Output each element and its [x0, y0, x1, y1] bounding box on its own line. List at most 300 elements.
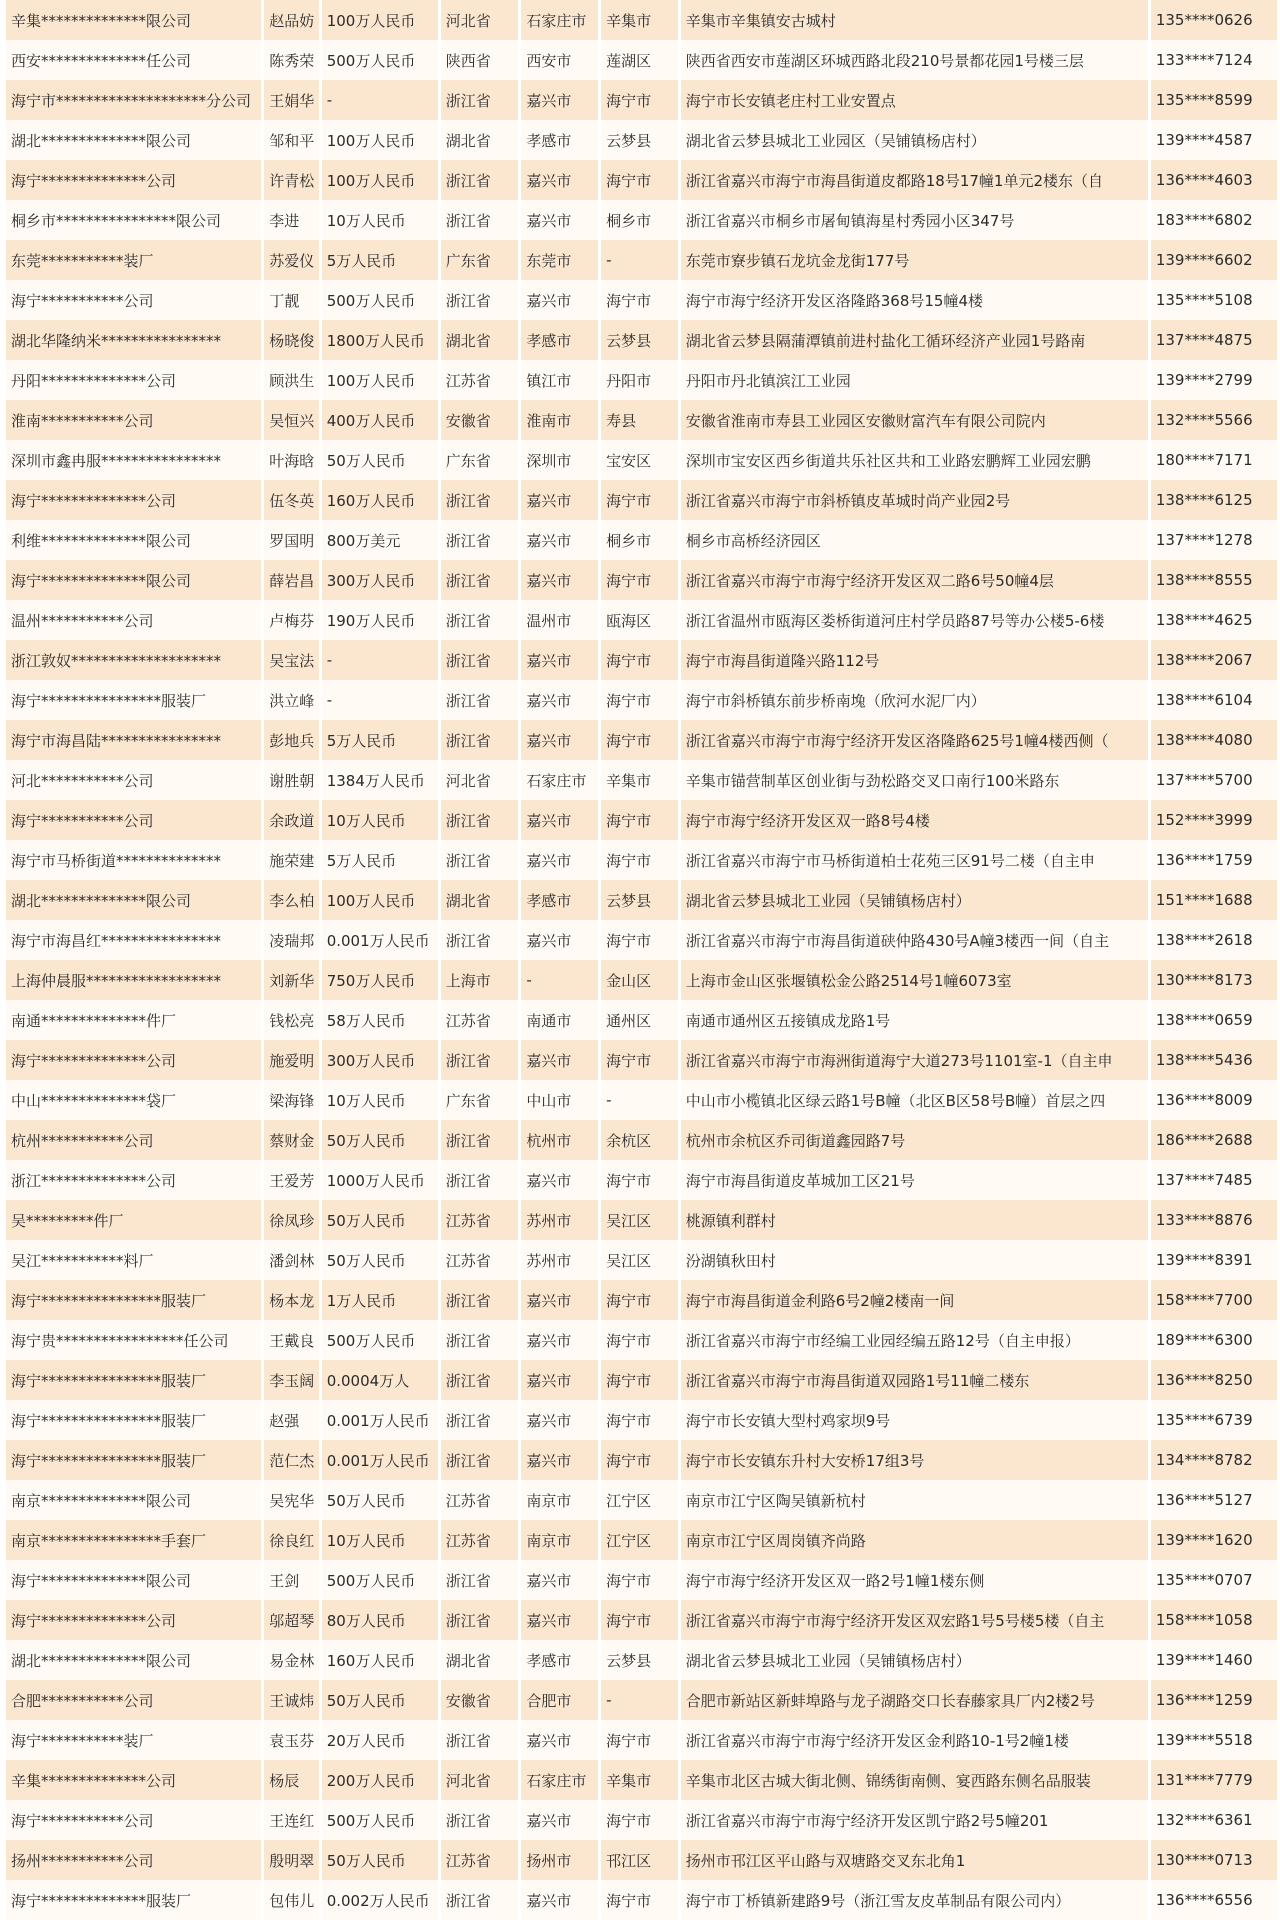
phone-cell: 158****1058	[1151, 1600, 1277, 1640]
legal-rep-cell: 洪立峰	[264, 680, 318, 720]
registered-capital-cell: 50万人民币	[322, 1200, 438, 1240]
district-cell: 余杭区	[601, 1120, 678, 1160]
district-cell: 桐乡市	[601, 200, 678, 240]
city-cell: 嘉兴市	[521, 1320, 598, 1360]
phone-cell: 138****2067	[1151, 640, 1277, 680]
province-cell: 江苏省	[441, 1200, 519, 1240]
company-name-cell: 海宁市马桥街道**************	[6, 840, 261, 880]
city-cell: 嘉兴市	[521, 920, 598, 960]
company-name-cell: 吴江***********料厂	[6, 1240, 261, 1280]
address-cell: 浙江省嘉兴市海宁市斜桥镇皮革城时尚产业园2号	[681, 480, 1148, 520]
province-cell: 浙江省	[441, 1320, 519, 1360]
province-cell: 浙江省	[441, 1880, 519, 1920]
address-cell: 浙江省嘉兴市海宁市海宁经济开发区双二路6号50幢4层	[681, 560, 1148, 600]
phone-cell: 136****5127	[1151, 1480, 1277, 1520]
company-name-cell: 海宁****************服装厂	[6, 680, 261, 720]
address-cell: 南京市江宁区陶吴镇新杭村	[681, 1480, 1148, 1520]
province-cell: 浙江省	[441, 800, 519, 840]
company-name-cell: 海宁市海昌陆****************	[6, 720, 261, 760]
company-name-cell: 淮南***********公司	[6, 400, 261, 440]
legal-rep-cell: 施爱明	[264, 1040, 318, 1080]
address-cell: 浙江省嘉兴市海宁市马桥街道柏士花苑三区91号二楼（自主申	[681, 840, 1148, 880]
table-row	[6, 360, 1277, 400]
table-row	[6, 160, 1277, 200]
registered-capital-cell: 1000万人民币	[322, 1160, 438, 1200]
district-cell: -	[601, 1080, 678, 1120]
phone-cell: 180****7171	[1151, 440, 1277, 480]
province-cell: 浙江省	[441, 600, 519, 640]
city-cell: 嘉兴市	[521, 720, 598, 760]
phone-cell: 135****8599	[1151, 80, 1277, 120]
address-cell: 海宁市长安镇东升村大安桥17组3号	[681, 1440, 1148, 1480]
city-cell: 杭州市	[521, 1120, 598, 1160]
city-cell: 中山市	[521, 1080, 598, 1120]
registered-capital-cell: 100万人民币	[322, 0, 438, 40]
district-cell: 云梦县	[601, 120, 678, 160]
district-cell: 海宁市	[601, 1800, 678, 1840]
city-cell: 嘉兴市	[521, 200, 598, 240]
legal-rep-cell: 王连红	[264, 1800, 318, 1840]
table-row	[6, 800, 1277, 840]
province-cell: 湖北省	[441, 120, 519, 160]
city-cell: 嘉兴市	[521, 520, 598, 560]
registered-capital-cell: 100万人民币	[322, 120, 438, 160]
city-cell: 苏州市	[521, 1200, 598, 1240]
table-row	[6, 1000, 1277, 1040]
province-cell: 浙江省	[441, 1800, 519, 1840]
phone-cell: 189****6300	[1151, 1320, 1277, 1360]
phone-cell: 139****8391	[1151, 1240, 1277, 1280]
registered-capital-cell: 100万人民币	[322, 880, 438, 920]
address-cell: 上海市金山区张堰镇松金公路2514号1幢6073室	[681, 960, 1148, 1000]
province-cell: 浙江省	[441, 80, 519, 120]
company-name-cell: 利维**************限公司	[6, 520, 261, 560]
address-cell: 浙江省嘉兴市海宁市海宁经济开发区双宏路1号5号楼5楼（自主	[681, 1600, 1148, 1640]
phone-cell: 135****0626	[1151, 0, 1277, 40]
city-cell: 嘉兴市	[521, 1360, 598, 1400]
city-cell: 嘉兴市	[521, 480, 598, 520]
city-cell: -	[521, 960, 598, 1000]
district-cell: 邗江区	[601, 1840, 678, 1880]
registered-capital-cell: 5万人民币	[322, 840, 438, 880]
phone-cell: 139****6602	[1151, 240, 1277, 280]
address-cell: 海宁市斜桥镇东前步桥南堍（欣河水泥厂内）	[681, 680, 1148, 720]
district-cell: 宝安区	[601, 440, 678, 480]
district-cell: 海宁市	[601, 1720, 678, 1760]
registered-capital-cell: 1万人民币	[322, 1280, 438, 1320]
registered-capital-cell: 160万人民币	[322, 480, 438, 520]
table-row	[6, 600, 1277, 640]
address-cell: 浙江省嘉兴市桐乡市屠甸镇海星村秀园小区347号	[681, 200, 1148, 240]
city-cell: 嘉兴市	[521, 80, 598, 120]
legal-rep-cell: 蔡财金	[264, 1120, 318, 1160]
table-row	[6, 1800, 1277, 1840]
company-name-cell: 海宁**************公司	[6, 1600, 261, 1640]
company-name-cell: 南京**************限公司	[6, 1480, 261, 1520]
city-cell: 孝感市	[521, 880, 598, 920]
legal-rep-cell: 吴宝法	[264, 640, 318, 680]
phone-cell: 152****3999	[1151, 800, 1277, 840]
company-name-cell: 南京****************手套厂	[6, 1520, 261, 1560]
company-name-cell: 海宁市海昌红****************	[6, 920, 261, 960]
address-cell: 湖北省云梦县隔蒲潭镇前进村盐化工循环经济产业园1号路南	[681, 320, 1148, 360]
province-cell: 广东省	[441, 240, 519, 280]
city-cell: 嘉兴市	[521, 1400, 598, 1440]
company-name-cell: 海宁****************服装厂	[6, 1440, 261, 1480]
province-cell: 浙江省	[441, 560, 519, 600]
phone-cell: 137****5700	[1151, 760, 1277, 800]
phone-cell: 137****1278	[1151, 520, 1277, 560]
city-cell: 嘉兴市	[521, 160, 598, 200]
registered-capital-cell: -	[322, 80, 438, 120]
table-row	[6, 760, 1277, 800]
legal-rep-cell: 吴恒兴	[264, 400, 318, 440]
company-name-cell: 湖北华隆纳米****************	[6, 320, 261, 360]
company-name-cell: 中山**************袋厂	[6, 1080, 261, 1120]
legal-rep-cell: 王爱芳	[264, 1160, 318, 1200]
legal-rep-cell: 王剑	[264, 1560, 318, 1600]
phone-cell: 138****4625	[1151, 600, 1277, 640]
company-name-cell: 海宁***********公司	[6, 800, 261, 840]
city-cell: 嘉兴市	[521, 680, 598, 720]
district-cell: 海宁市	[601, 680, 678, 720]
address-cell: 浙江省嘉兴市海宁市海昌街道双园路1号11幢二楼东	[681, 1360, 1148, 1400]
registered-capital-cell: 5万人民币	[322, 240, 438, 280]
city-cell: 嘉兴市	[521, 1040, 598, 1080]
legal-rep-cell: 罗国明	[264, 520, 318, 560]
table-row	[6, 880, 1277, 920]
address-cell: 海宁市海宁经济开发区双一路2号1幢1楼东侧	[681, 1560, 1148, 1600]
phone-cell: 139****4587	[1151, 120, 1277, 160]
district-cell: 寿县	[601, 400, 678, 440]
district-cell: 辛集市	[601, 1760, 678, 1800]
phone-cell: 137****4875	[1151, 320, 1277, 360]
registered-capital-cell: 58万人民币	[322, 1000, 438, 1040]
legal-rep-cell: 谢胜朝	[264, 760, 318, 800]
registered-capital-cell: 50万人民币	[322, 1680, 438, 1720]
table-row	[6, 80, 1277, 120]
registered-capital-cell: -	[322, 680, 438, 720]
province-cell: 浙江省	[441, 640, 519, 680]
city-cell: 南京市	[521, 1520, 598, 1560]
district-cell: 海宁市	[601, 160, 678, 200]
registered-capital-cell: -	[322, 640, 438, 680]
city-cell: 温州市	[521, 600, 598, 640]
legal-rep-cell: 吴宪华	[264, 1480, 318, 1520]
registered-capital-cell: 50万人民币	[322, 1120, 438, 1160]
district-cell: 丹阳市	[601, 360, 678, 400]
province-cell: 浙江省	[441, 1400, 519, 1440]
district-cell: 海宁市	[601, 840, 678, 880]
address-cell: 桃源镇利群村	[681, 1200, 1148, 1240]
district-cell: 吴江区	[601, 1240, 678, 1280]
registered-capital-cell: 5万人民币	[322, 720, 438, 760]
registered-capital-cell: 50万人民币	[322, 440, 438, 480]
province-cell: 浙江省	[441, 200, 519, 240]
address-cell: 深圳市宝安区西乡街道共乐社区共和工业路宏鹏辉工业园宏鹏	[681, 440, 1148, 480]
legal-rep-cell: 范仁杰	[264, 1440, 318, 1480]
address-cell: 汾湖镇秋田村	[681, 1240, 1148, 1280]
registered-capital-cell: 500万人民币	[322, 1320, 438, 1360]
company-name-cell: 南通**************件厂	[6, 1000, 261, 1040]
district-cell: 金山区	[601, 960, 678, 1000]
address-cell: 浙江省嘉兴市海宁市海宁经济开发区金利路10-1号2幢1楼	[681, 1720, 1148, 1760]
registered-capital-cell: 50万人民币	[322, 1480, 438, 1520]
registered-capital-cell: 10万人民币	[322, 200, 438, 240]
district-cell: 海宁市	[601, 80, 678, 120]
company-name-cell: 湖北**************限公司	[6, 1640, 261, 1680]
district-cell: 海宁市	[601, 1560, 678, 1600]
table-row	[6, 200, 1277, 240]
phone-cell: 138****0659	[1151, 1000, 1277, 1040]
phone-cell: 135****0707	[1151, 1560, 1277, 1600]
province-cell: 浙江省	[441, 160, 519, 200]
legal-rep-cell: 余政道	[264, 800, 318, 840]
company-name-cell: 湖北**************限公司	[6, 880, 261, 920]
province-cell: 浙江省	[441, 1280, 519, 1320]
district-cell: -	[601, 240, 678, 280]
province-cell: 安徽省	[441, 400, 519, 440]
legal-rep-cell: 邹和平	[264, 120, 318, 160]
city-cell: 嘉兴市	[521, 840, 598, 880]
province-cell: 浙江省	[441, 720, 519, 760]
address-cell: 扬州市邗江区平山路与双塘路交叉东北角1	[681, 1840, 1148, 1880]
district-cell: 海宁市	[601, 720, 678, 760]
province-cell: 湖北省	[441, 880, 519, 920]
province-cell: 浙江省	[441, 840, 519, 880]
registered-capital-cell: 500万人民币	[322, 1560, 438, 1600]
phone-cell: 139****5518	[1151, 1720, 1277, 1760]
table-body	[6, 0, 1277, 1920]
table-row	[6, 1160, 1277, 1200]
address-cell: 海宁市海昌街道金利路6号2幢2楼南一间	[681, 1280, 1148, 1320]
phone-cell: 138****6104	[1151, 680, 1277, 720]
phone-cell: 138****4080	[1151, 720, 1277, 760]
city-cell: 淮南市	[521, 400, 598, 440]
city-cell: 石家庄市	[521, 760, 598, 800]
table-row	[6, 560, 1277, 600]
company-name-cell: 深圳市鑫冉服****************	[6, 440, 261, 480]
registered-capital-cell: 0.002万人民币	[322, 1880, 438, 1920]
city-cell: 嘉兴市	[521, 800, 598, 840]
table-row	[6, 240, 1277, 280]
table-row	[6, 0, 1277, 40]
legal-rep-cell: 袁玉芬	[264, 1720, 318, 1760]
table-row	[6, 1840, 1277, 1880]
company-name-cell: 河北***********公司	[6, 760, 261, 800]
city-cell: 东莞市	[521, 240, 598, 280]
phone-cell: 135****5108	[1151, 280, 1277, 320]
table-row	[6, 1040, 1277, 1080]
city-cell: 深圳市	[521, 440, 598, 480]
legal-rep-cell: 丁靓	[264, 280, 318, 320]
city-cell: 石家庄市	[521, 1760, 598, 1800]
legal-rep-cell: 邬超琴	[264, 1600, 318, 1640]
company-name-cell: 海宁市********************分公司	[6, 80, 261, 120]
city-cell: 孝感市	[521, 120, 598, 160]
address-cell: 湖北省云梦县城北工业园（吴铺镇杨店村）	[681, 1640, 1148, 1680]
company-name-cell: 吴*********件厂	[6, 1200, 261, 1240]
registered-capital-cell: 500万人民币	[322, 40, 438, 80]
legal-rep-cell: 王娟华	[264, 80, 318, 120]
phone-cell: 136****8250	[1151, 1360, 1277, 1400]
company-name-cell: 西安**************任公司	[6, 40, 261, 80]
phone-cell: 186****2688	[1151, 1120, 1277, 1160]
address-cell: 湖北省云梦县城北工业园区（吴铺镇杨店村）	[681, 120, 1148, 160]
table-row	[6, 480, 1277, 520]
district-cell: 云梦县	[601, 1640, 678, 1680]
district-cell: 海宁市	[601, 1880, 678, 1920]
address-cell: 海宁市长安镇老庄村工业安置点	[681, 80, 1148, 120]
registered-capital-cell: 50万人民币	[322, 1840, 438, 1880]
table-row	[6, 1440, 1277, 1480]
table-row	[6, 720, 1277, 760]
table-row	[6, 1600, 1277, 1640]
province-cell: 河北省	[441, 0, 519, 40]
province-cell: 浙江省	[441, 1120, 519, 1160]
address-cell: 杭州市余杭区乔司街道鑫园路7号	[681, 1120, 1148, 1160]
district-cell: 海宁市	[601, 1360, 678, 1400]
registered-capital-cell: 1800万人民币	[322, 320, 438, 360]
legal-rep-cell: 包伟儿	[264, 1880, 318, 1920]
company-name-cell: 海宁****************服装厂	[6, 1400, 261, 1440]
registered-capital-cell: 300万人民币	[322, 560, 438, 600]
province-cell: 河北省	[441, 1760, 519, 1800]
legal-rep-cell: 李进	[264, 200, 318, 240]
company-name-cell: 海宁****************服装厂	[6, 1360, 261, 1400]
phone-cell: 138****6125	[1151, 480, 1277, 520]
registered-capital-cell: 100万人民币	[322, 160, 438, 200]
legal-rep-cell: 苏爱仪	[264, 240, 318, 280]
table-row	[6, 960, 1277, 1000]
province-cell: 湖北省	[441, 320, 519, 360]
legal-rep-cell: 梁海锋	[264, 1080, 318, 1120]
city-cell: 嘉兴市	[521, 560, 598, 600]
city-cell: 南通市	[521, 1000, 598, 1040]
city-cell: 西安市	[521, 40, 598, 80]
table-row	[6, 1680, 1277, 1720]
district-cell: -	[601, 1680, 678, 1720]
legal-rep-cell: 叶海晗	[264, 440, 318, 480]
company-name-cell: 海宁贵*****************任公司	[6, 1320, 261, 1360]
city-cell: 嘉兴市	[521, 1160, 598, 1200]
legal-rep-cell: 杨辰	[264, 1760, 318, 1800]
company-name-cell: 浙江**************公司	[6, 1160, 261, 1200]
registered-capital-cell: 100万人民币	[322, 360, 438, 400]
phone-cell: 183****6802	[1151, 200, 1277, 240]
phone-cell: 136****4603	[1151, 160, 1277, 200]
district-cell: 海宁市	[601, 640, 678, 680]
province-cell: 浙江省	[441, 1160, 519, 1200]
province-cell: 江苏省	[441, 360, 519, 400]
phone-cell: 136****1259	[1151, 1680, 1277, 1720]
legal-rep-cell: 钱松亮	[264, 1000, 318, 1040]
city-cell: 嘉兴市	[521, 640, 598, 680]
registered-capital-cell: 10万人民币	[322, 800, 438, 840]
phone-cell: 158****7700	[1151, 1280, 1277, 1320]
legal-rep-cell: 薛岩昌	[264, 560, 318, 600]
city-cell: 嘉兴市	[521, 1880, 598, 1920]
city-cell: 扬州市	[521, 1840, 598, 1880]
address-cell: 浙江省嘉兴市海宁市经编工业园经编五路12号（自主申报）	[681, 1320, 1148, 1360]
district-cell: 辛集市	[601, 0, 678, 40]
registered-capital-cell: 1384万人民币	[322, 760, 438, 800]
company-table	[3, 0, 1280, 1920]
legal-rep-cell: 刘新华	[264, 960, 318, 1000]
phone-cell: 137****7485	[1151, 1160, 1277, 1200]
registered-capital-cell: 300万人民币	[322, 1040, 438, 1080]
registered-capital-cell: 50万人民币	[322, 1240, 438, 1280]
registered-capital-cell: 80万人民币	[322, 1600, 438, 1640]
province-cell: 浙江省	[441, 1600, 519, 1640]
province-cell: 浙江省	[441, 280, 519, 320]
province-cell: 浙江省	[441, 680, 519, 720]
registered-capital-cell: 750万人民币	[322, 960, 438, 1000]
registered-capital-cell: 0.001万人民币	[322, 1400, 438, 1440]
district-cell: 江宁区	[601, 1480, 678, 1520]
table-row	[6, 680, 1277, 720]
legal-rep-cell: 伍冬英	[264, 480, 318, 520]
address-cell: 海宁市海宁经济开发区双一路8号4楼	[681, 800, 1148, 840]
registered-capital-cell: 400万人民币	[322, 400, 438, 440]
company-name-cell: 桐乡市****************限公司	[6, 200, 261, 240]
city-cell: 石家庄市	[521, 0, 598, 40]
phone-cell: 138****2618	[1151, 920, 1277, 960]
company-name-cell: 海宁***********公司	[6, 280, 261, 320]
table-row	[6, 520, 1277, 560]
district-cell: 江宁区	[601, 1520, 678, 1560]
district-cell: 海宁市	[601, 480, 678, 520]
province-cell: 浙江省	[441, 1040, 519, 1080]
phone-cell: 151****1688	[1151, 880, 1277, 920]
phone-cell: 133****8876	[1151, 1200, 1277, 1240]
province-cell: 浙江省	[441, 480, 519, 520]
company-name-cell: 海宁**************公司	[6, 160, 261, 200]
legal-rep-cell: 潘剑林	[264, 1240, 318, 1280]
legal-rep-cell: 李玉阔	[264, 1360, 318, 1400]
phone-cell: 132****5566	[1151, 400, 1277, 440]
city-cell: 镇江市	[521, 360, 598, 400]
phone-cell: 139****1620	[1151, 1520, 1277, 1560]
district-cell: 海宁市	[601, 800, 678, 840]
legal-rep-cell: 赵强	[264, 1400, 318, 1440]
district-cell: 海宁市	[601, 280, 678, 320]
table-row	[6, 1560, 1277, 1600]
company-name-cell: 海宁****************服装厂	[6, 1280, 261, 1320]
district-cell: 海宁市	[601, 1600, 678, 1640]
registered-capital-cell: 160万人民币	[322, 1640, 438, 1680]
district-cell: 海宁市	[601, 1160, 678, 1200]
legal-rep-cell: 王戴良	[264, 1320, 318, 1360]
city-cell: 南京市	[521, 1480, 598, 1520]
address-cell: 安徽省淮南市寿县工业园区安徽财富汽车有限公司院内	[681, 400, 1148, 440]
legal-rep-cell: 王诚炜	[264, 1680, 318, 1720]
district-cell: 通州区	[601, 1000, 678, 1040]
company-name-cell: 合肥***********公司	[6, 1680, 261, 1720]
company-name-cell: 海宁***********公司	[6, 1800, 261, 1840]
district-cell: 云梦县	[601, 320, 678, 360]
table-row	[6, 1760, 1277, 1800]
company-name-cell: 辛集**************限公司	[6, 0, 261, 40]
city-cell: 嘉兴市	[521, 1440, 598, 1480]
address-cell: 南京市江宁区周岗镇齐尚路	[681, 1520, 1148, 1560]
table-row	[6, 440, 1277, 480]
phone-cell: 135****6739	[1151, 1400, 1277, 1440]
address-cell: 丹阳市丹北镇滨江工业园	[681, 360, 1148, 400]
province-cell: 广东省	[441, 440, 519, 480]
province-cell: 湖北省	[441, 1640, 519, 1680]
company-name-cell: 杭州***********公司	[6, 1120, 261, 1160]
